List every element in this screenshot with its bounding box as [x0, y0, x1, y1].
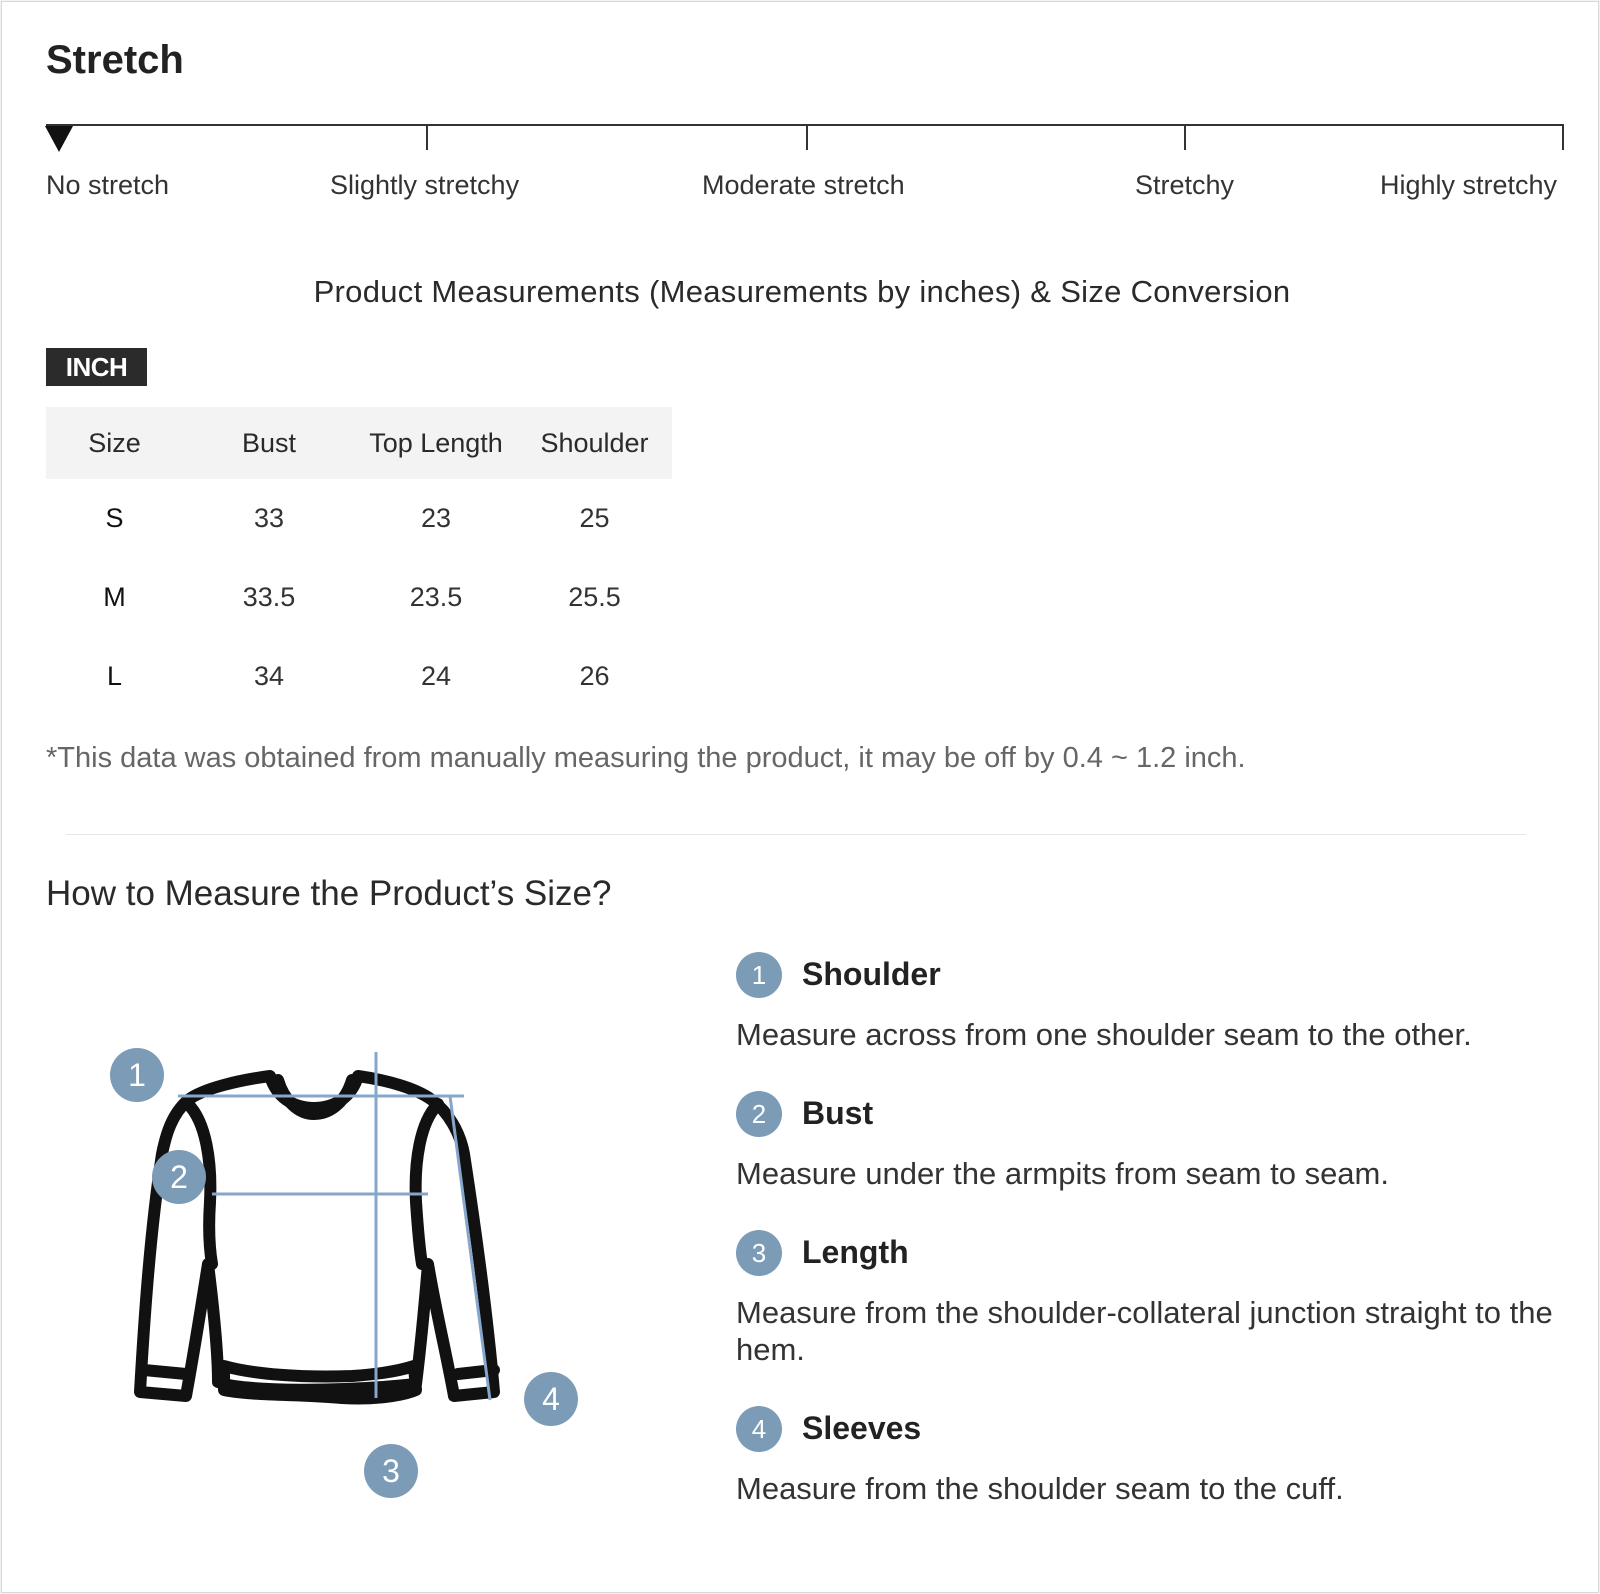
- size-cell: L: [106, 661, 123, 691]
- size-cell: S: [105, 503, 124, 533]
- shoulder-cell: 25.5: [568, 582, 621, 612]
- step-description: Measure from the shoulder seam to the cuff.: [736, 1471, 1344, 1506]
- sweater-diagram-icon: [102, 1052, 592, 1512]
- bust-cell: 33.5: [242, 582, 296, 612]
- sleeve-guide-line: [450, 1096, 490, 1400]
- top-length-cell: 23: [420, 503, 452, 533]
- size-cell: M: [103, 582, 126, 612]
- column-header-size: Size: [46, 407, 183, 479]
- top-length-cell: 23.5: [409, 582, 463, 612]
- table-row: [46, 479, 672, 558]
- step-description: Measure from the shoulder-collateral junction straight to the hem.: [736, 1295, 1553, 1367]
- step-shoulder: [736, 952, 1576, 1053]
- stretch-label-stretchy: Stretchy: [1135, 170, 1235, 200]
- column-header-top-length: Top Length: [355, 407, 517, 479]
- size-table: [46, 407, 672, 716]
- measurements-title: Product Measurements (Measurements by inches) & Size Conversion: [313, 274, 1291, 309]
- step-number-badge: 3: [736, 1230, 782, 1276]
- step-bust: [736, 1091, 1576, 1192]
- stretch-label-high: Highly stretchy: [1380, 170, 1558, 200]
- bust-cell: 34: [253, 661, 285, 691]
- step-sleeves: [736, 1406, 1576, 1507]
- step-description: Measure across from one shoulder seam to the other.: [736, 1017, 1472, 1052]
- step-title: Shoulder: [802, 956, 941, 992]
- callout-bust: 2: [152, 1150, 206, 1204]
- table-row: [46, 637, 672, 716]
- howto-title: How to Measure the Product’s Size?: [46, 874, 612, 913]
- shoulder-cell: 26: [579, 661, 610, 691]
- stretch-level-marker-icon: [45, 126, 73, 152]
- column-header-bust: Bust: [183, 407, 355, 479]
- callout-shoulder: 1: [110, 1048, 164, 1102]
- table-header-row: [46, 407, 672, 479]
- step-title: Sleeves: [802, 1410, 922, 1446]
- stretch-label-none: No stretch: [46, 170, 170, 200]
- stretch-scale-tick: [1184, 124, 1186, 150]
- callout-sleeves: 4: [524, 1372, 578, 1426]
- section-divider: [66, 834, 1526, 835]
- table-row: [46, 558, 672, 637]
- stretch-label-moderate: Moderate stretch: [702, 170, 905, 200]
- column-header-shoulder: Shoulder: [517, 407, 672, 479]
- measurement-note: *This data was obtained from manually measuring the product, it may be off by 0.4 ~ 1.2 inch.: [46, 742, 1246, 774]
- bust-cell: 33: [253, 503, 285, 533]
- size-guide-page: [1, 1, 1599, 1593]
- shoulder-cell: 25: [579, 503, 610, 533]
- stretch-label-slight: Slightly stretchy: [330, 170, 520, 200]
- callout-length: 3: [364, 1444, 418, 1498]
- stretch-scale-tick: [426, 124, 428, 150]
- step-number-badge: 4: [736, 1406, 782, 1452]
- unit-badge: INCH: [46, 348, 147, 386]
- stretch-scale-tick: [806, 124, 808, 150]
- step-length: [736, 1230, 1576, 1368]
- step-title: Length: [802, 1234, 909, 1270]
- stretch-title: Stretch: [46, 38, 184, 82]
- step-number-badge: 2: [736, 1091, 782, 1137]
- step-title: Bust: [802, 1095, 874, 1131]
- step-description: Measure under the armpits from seam to seam.: [736, 1156, 1389, 1191]
- stretch-scale-tick: [1562, 124, 1564, 150]
- step-number-badge: 1: [736, 952, 782, 998]
- top-length-cell: 24: [420, 661, 452, 691]
- stretch-scale-line: [46, 124, 1564, 126]
